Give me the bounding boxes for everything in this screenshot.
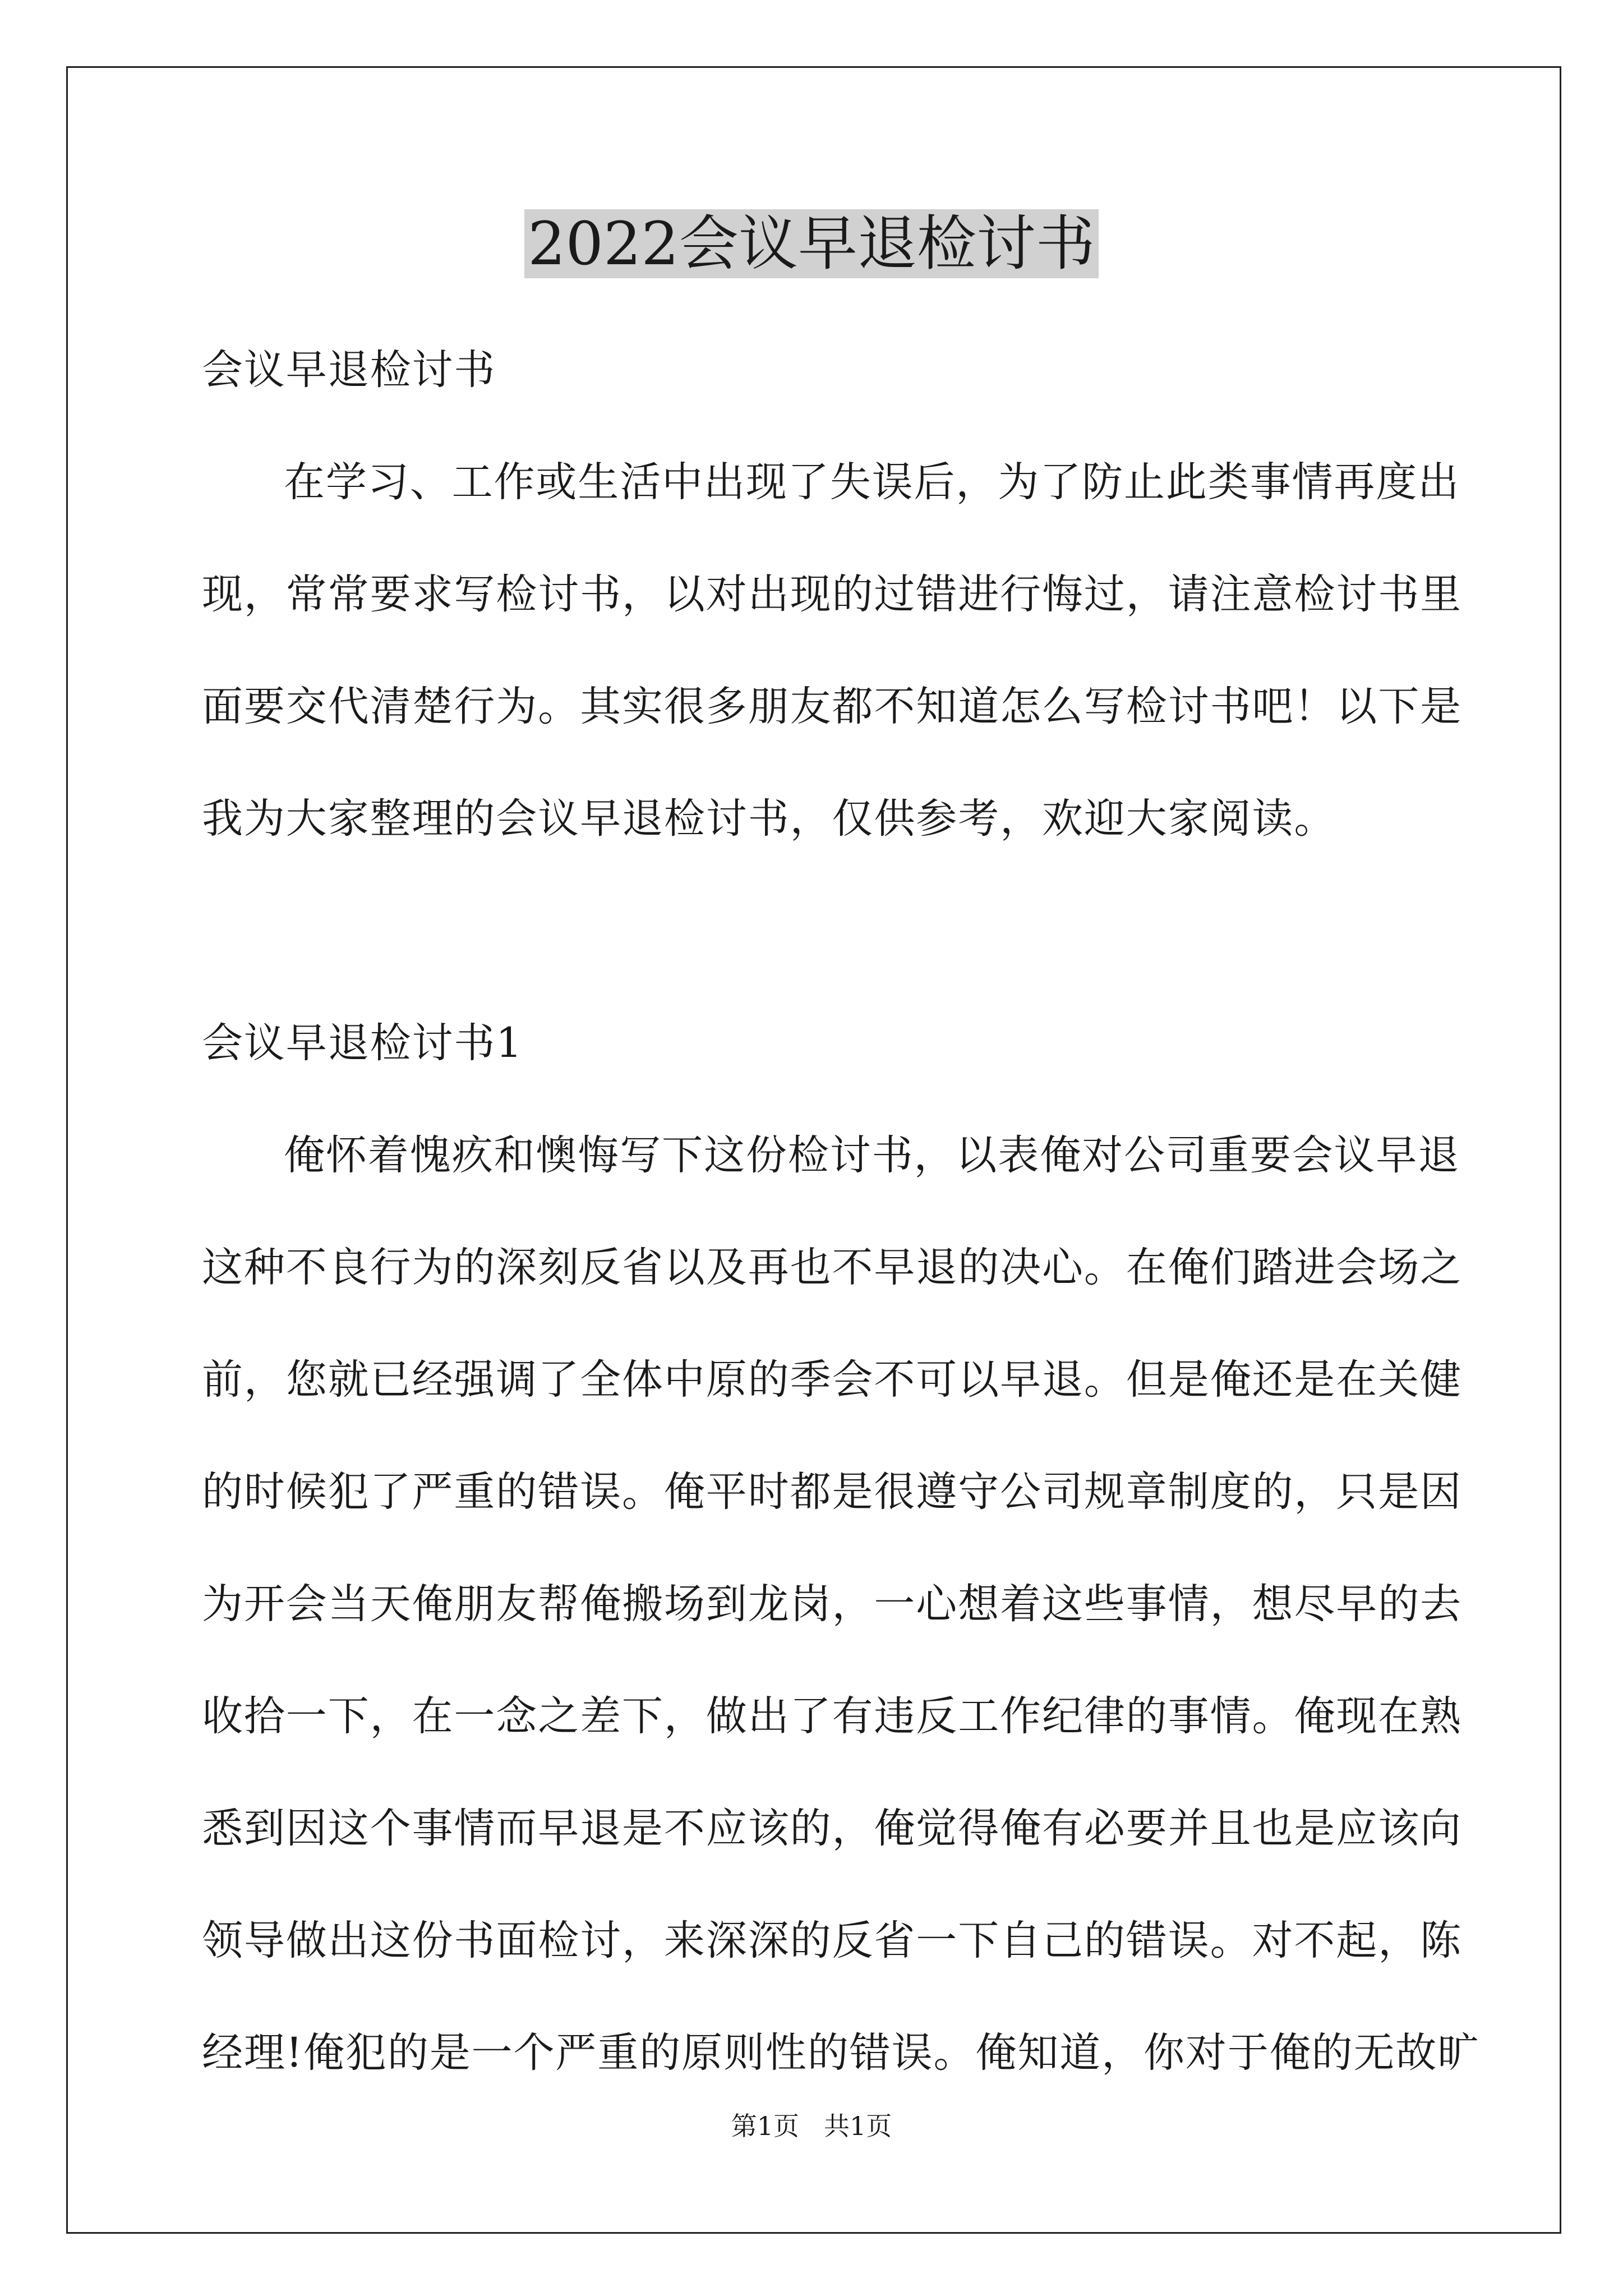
paragraph-line: 现，常常要求写检讨书，以对出现的过错进行悔过，请注意检讨书里 [202,570,1462,618]
page-number-total: 共1页 [824,2111,892,2141]
page-number-current: 第1页 [731,2111,799,2141]
paragraph-line: 收拾一下，在一念之差下，做出了有违反工作纪律的事情。俺现在熟 [202,1692,1462,1740]
paragraph-line: 在学习、工作或生活中出现了失误后，为了防止此类事情再度出 [284,458,1460,506]
section-heading: 会议早退检讨书1 [202,1019,523,1067]
paragraph-line: 面要交代清楚行为。其实很多朋友都不知道怎么写检讨书吧！以下是 [202,683,1462,730]
page-footer [0,2109,1623,2143]
section-heading: 会议早退检讨书 [202,346,496,394]
paragraph-line: 经理!俺犯的是一个严重的原则性的错误。俺知道，你对于俺的无故旷 [202,2029,1480,2077]
paragraph-line: 俺怀着愧疚和懊悔写下这份检讨书，以表俺对公司重要会议早退 [284,1131,1460,1179]
paragraph-line: 我为大家整理的会议早退检讨书，仅供参考，欢迎大家阅读。 [202,795,1336,843]
paragraph-line: 为开会当天俺朋友帮俺搬场到龙岗，一心想着这些事情，想尽早的去 [202,1580,1462,1628]
document-body [202,314,1480,2109]
document-title [0,205,1623,283]
paragraph-line: 这种不良行为的深刻反省以及再也不早退的决心。在俺们踏进会场之 [202,1244,1462,1291]
paragraph-line: 前，您就已经强调了全体中原的季会不可以早退。但是俺还是在关健 [202,1356,1462,1404]
document-title-text: 2022会议早退检讨书 [524,209,1099,278]
paragraph-line: 的时候犯了严重的错误。俺平时都是很遵守公司规章制度的，只是因 [202,1468,1462,1516]
paragraph-line: 领导做出这份书面检讨，来深深的反省一下自己的错误。对不起，陈 [202,1917,1462,1964]
paragraph-line: 悉到因这个事情而早退是不应该的，俺觉得俺有必要并且也是应该向 [202,1805,1462,1852]
paragraph-gap [202,875,1436,987]
